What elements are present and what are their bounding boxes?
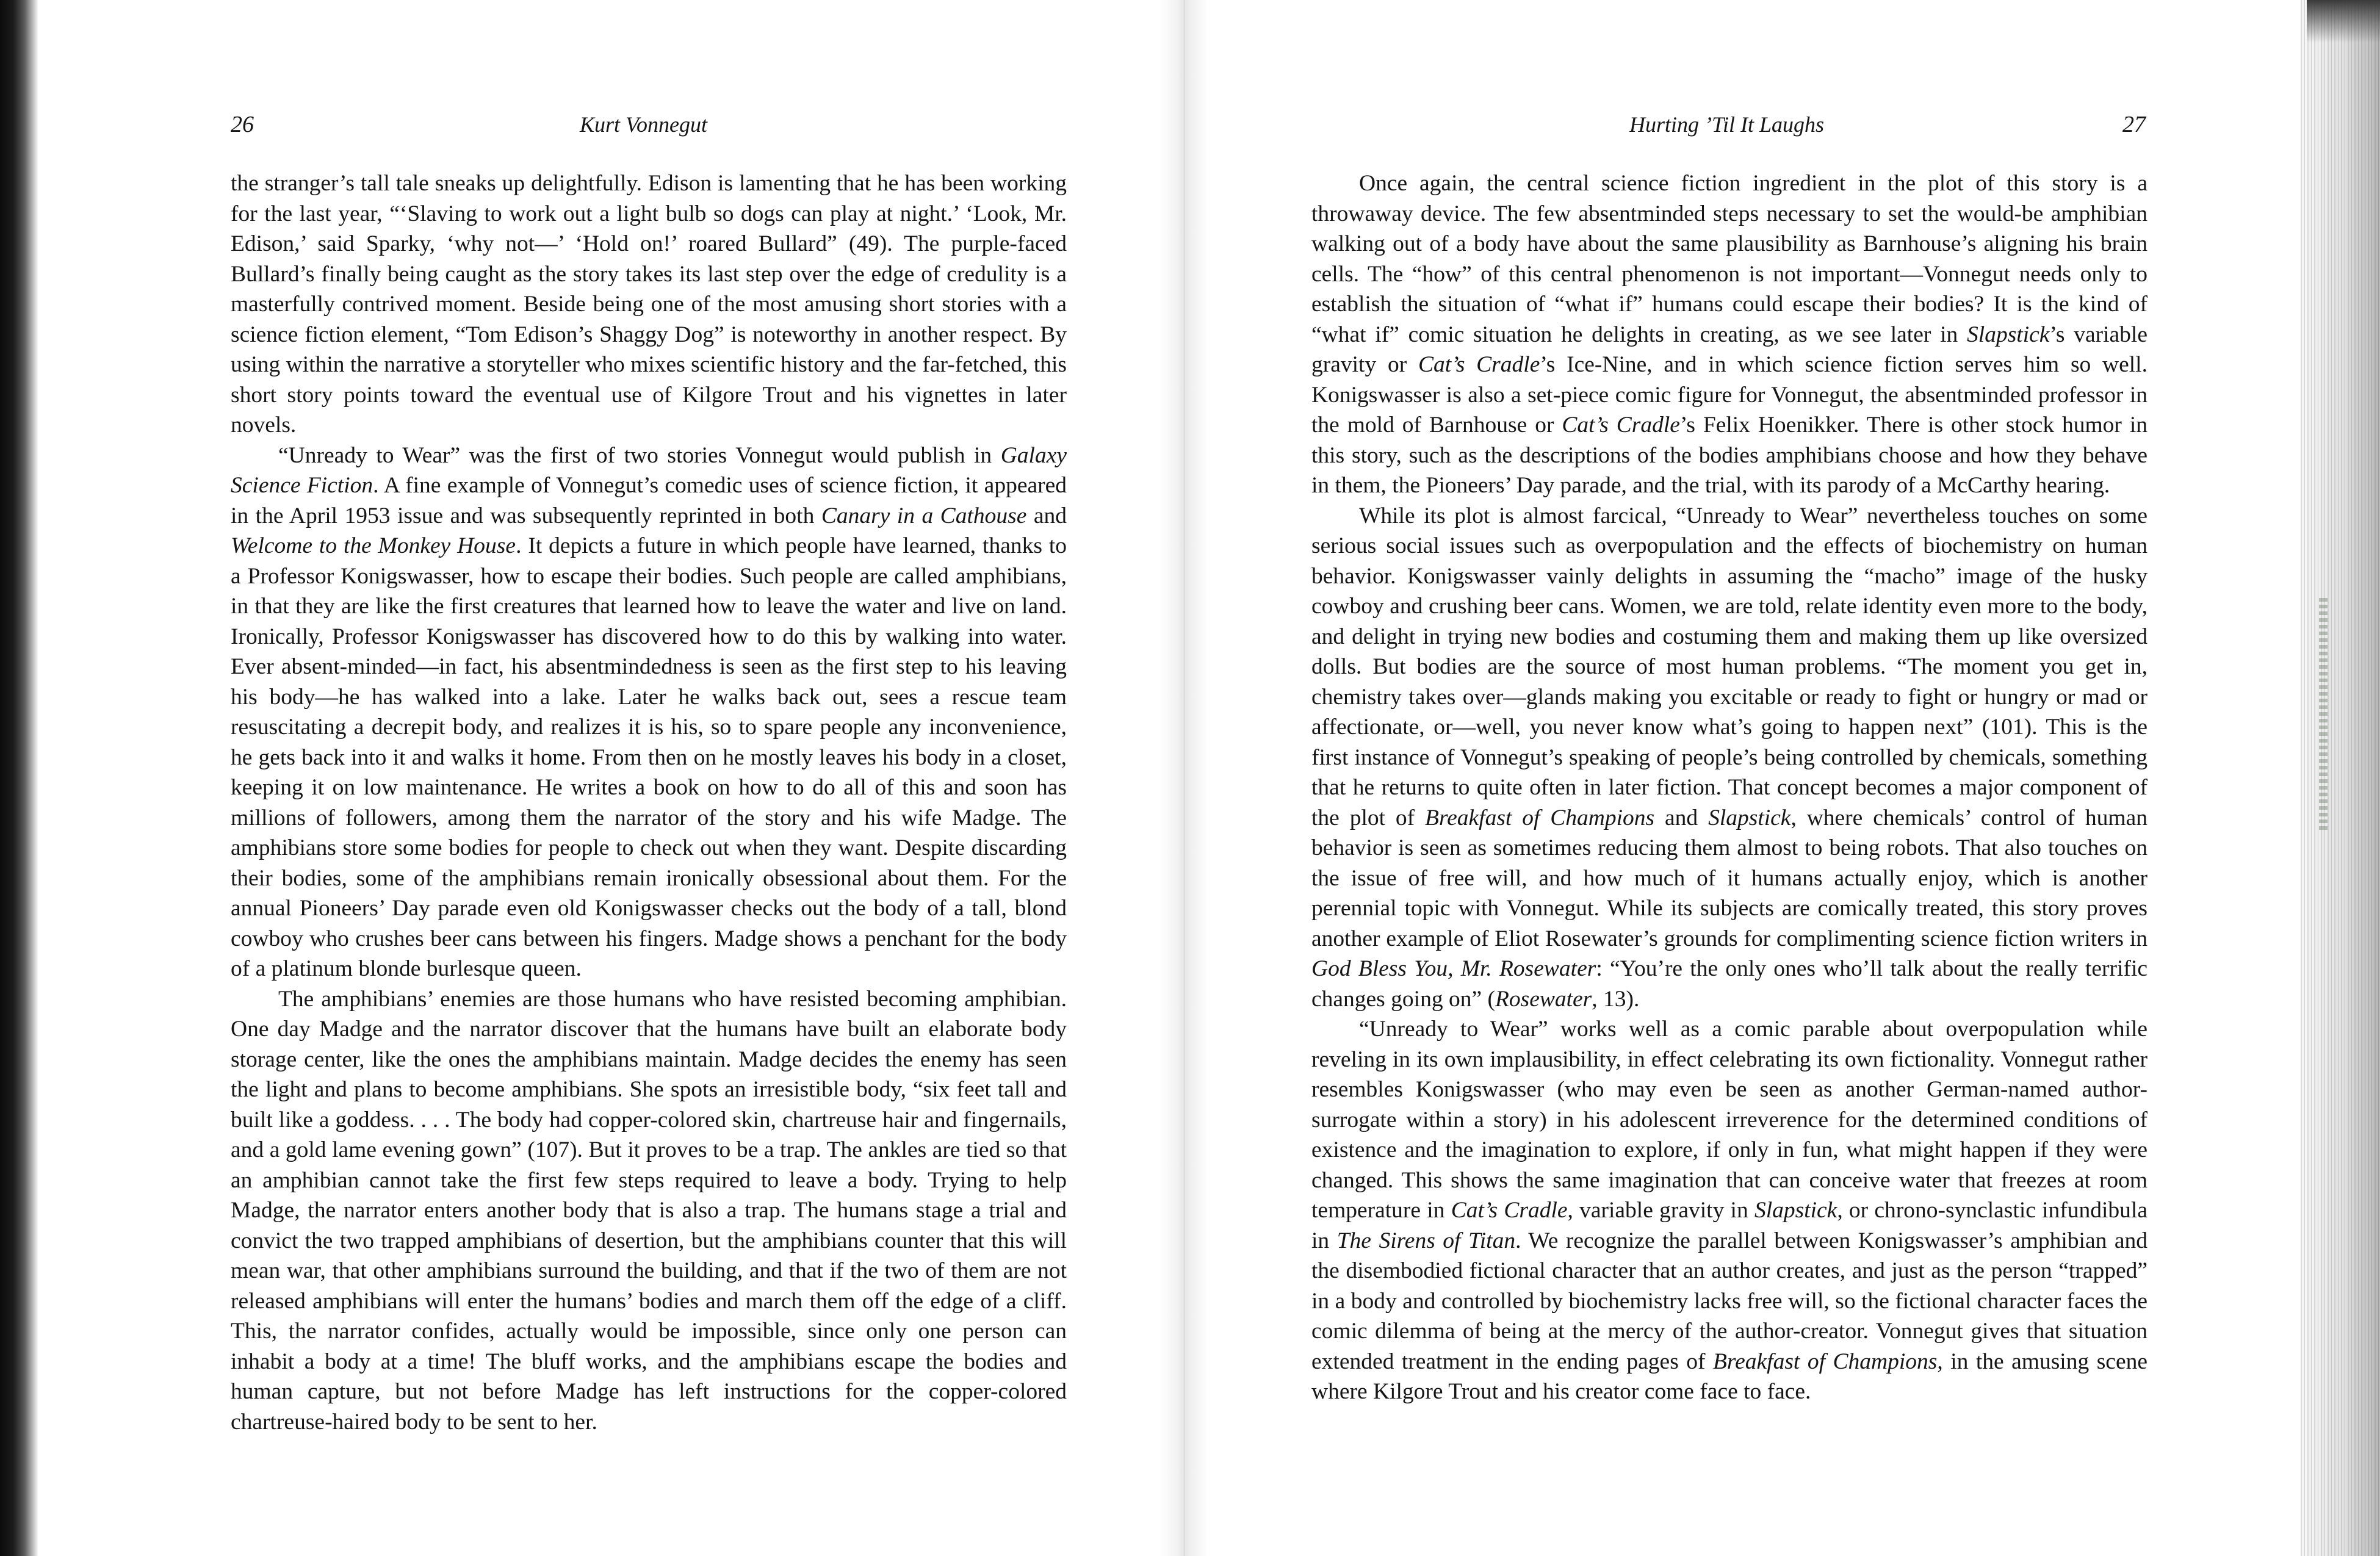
running-head-left: Kurt Vonnegut xyxy=(580,112,708,137)
paragraph: the stranger’s tall tale sneaks up delightfully. Edison is lamenting that he has been working for the last year, “‘Slaving to work out a light bulb so dogs can play at night.’ ‘Look, Mr. Edison,’ said Sparky, ‘why not—’ ‘Hold on!’ roared Bullard” (49). The purple-faced Bullard’s finally being caught as the story takes its last step over the edge of credulity is a masterfully contrived moment. Beside being one of the most amusing short stories with a science fiction element, “Tom Edison’s Shaggy Dog” is noteworthy in another respect. By using within the narrative a storyteller who mixes scientific history and the far-fetched, this short story points toward the eventual use of Kilgore Trout and his vignettes in later novels. xyxy=(231,171,1067,438)
paragraph: The amphibians’ enemies are those humans who have resisted becoming amphibian. One day Madge and the narrator discover that the humans have built an elaborate body storage center, like the ones the amphibians maintain. Madge decides the enemy has seen the light and plans to become amphibians. She spots an irresistible body, “six feet tall and built like a goddess. . . . The body had copper-colored skin, chartreuse hair and fingernails, and a gold lame evening gown” (107). But it proves to be a trap. The ankles are tied so that an amphibian cannot take the first few steps required to leave a body. Trying to help Madge, the narrator enters another body that is also a trap. The humans stage a trial and convict the two trapped amphibians of desertion, but the amphibians counter that this will mean war, that other amphibians surround the building, and that if the two of them are not released amphibians will enter the humans’ bodies and march them off the edge of a cliff. This, the narrator confides, actually would be impossible, since only one person can inhabit a body at a time! The bluff works, and the amphibians escape the bodies and human capture, but not before Madge has left instructions for the copper-colored chartreuse-haired body to be sent to her. xyxy=(231,986,1067,1435)
right-edge-shadow xyxy=(2301,0,2380,1556)
paragraph: While its plot is almost farcical, “Unready to Wear” nevertheless touches on some serious social issues such as overpopulation and the effects of biochemistry on human behavior. Konigswasser vainly delights in assuming the “macho” image of the husky cowboy and crushing beer cans. Women, we are told, relate identity even more to the body, and delight in trying new bodies and costuming them and making them up like oversized dolls. But bodies are the source of most human problems. “The moment you get in, chemistry takes over—glands making you excitable or ready to fight or hungry or mad or affectionate, or—well, you never know what’s going to happen next” (101). This is the first instance of Vonnegut’s speaking of people’s being controlled by chemicals, something that he returns to quite often in later fiction. That concept becomes a major component of the plot of Breakfast of Champions and Slapstick, where chemicals’ control of human behavior is seen as sometimes reducing them almost to being robots. That also touches on the issue of free will, and how much of it humans actually enjoy, which is another perennial topic with Vonnegut. While its subjects are comically treated, this story proves another example of Eliot Rosewater’s grounds for complimenting science fiction writers in God Bless You, Mr. Rosewater: “You’re the only ones who’ll talk about the really terrific changes going on” (Rosewater, 13). xyxy=(1311,503,2148,1012)
paragraph: “Unready to Wear” works well as a comic parable about overpopulation while reveling in its own implausibility, in effect celebrating its own fictionality. Vonnegut rather resembles Konigswasser (who may even be seen as another German-named author-surrogate within a story) in his adolescent irreverence for the determined conditions of existence and the imagination to explore, if only in fun, what might happen if they were changed. This shows the same imagination that can conceive water that freezes at room temperature in Cat’s Cradle, variable gravity in Slapstick, or chrono-synclastic infundibula in The Sirens of Titan. We recognize the parallel between Konigswasser’s amphibian and the disembodied fictional character that an author creates, and just as the person “trapped” in a body and controlled by biochemistry lacks free will, so the fictional character faces the comic dilemma of being at the mercy of the author-creator. Vonnegut gives that situation extended treatment in the ending pages of Breakfast of Champions, in the amusing scene where Kilgore Trout and his creator come face to face. xyxy=(1311,1017,2148,1404)
running-head-right: Hurting ’Til It Laughs xyxy=(1629,112,1825,137)
page-number-left: 26 xyxy=(231,112,254,137)
right-edge-top-shadow xyxy=(2307,0,2380,43)
paragraph: Once again, the central science fiction ingredient in the plot of this story is a throwaway device. The few absentminded steps necessary to set the would-be amphibian walking out of a body have about the same plausibility as Barnhouse’s aligning his brain cells. The “how” of this central phenomenon is not important—Vonnegut needs only to establish the situation of “what if” humans could escape their bodies? It is the kind of “what if” comic situation he delights in creating, as we see later in Slapstick’s variable gravity or Cat’s Cradle’s Ice-Nine, and in which science fiction serves him so well. Konigswasser is also a set-piece comic figure for Vonnegut, the absentminded professor in the mold of Barnhouse or Cat’s Cradle’s Felix Hoenikker. There is other stock humor in this story, such as the descriptions of the bodies amphibians choose and how they behave in them, the Pioneers’ Day parade, and the trial, with its parody of a McCarthy hearing. xyxy=(1311,171,2148,498)
page-number-right: 27 xyxy=(2122,112,2146,137)
right-page-body xyxy=(1311,168,2147,1407)
library-stamp-mark xyxy=(2319,598,2328,830)
left-page xyxy=(0,0,1159,1556)
paragraph: “Unready to Wear” was the first of two stories Vonnegut would publish in Galaxy Science Fiction. A fine example of Vonnegut’s comedic uses of science fiction, it appeared in the April 1953 issue and was subsequently reprinted in both Canary in a Cathouse and Welcome to the Monkey House. It depicts a future in which people have learned, thanks to a Professor Konigswasser, how to escape their bodies. Such people are called amphibians, in that they are like the first creatures that learned how to leave the water and live on land. Ironically, Professor Konigswasser has discovered how to do this by walking into water. Ever absent-minded—in fact, his absentmindedness is seen as the first step to his leaving his body—he has walked into a lake. Later he walks back out, sees a rescue team resuscitating a decrepit body, and realizes it is his, so to spare people any inconvenience, he gets back into it and walks it home. From then on he mostly leaves his body in a closet, keeping it on low maintenance. He writes a book on how to do all of this and soon has millions of followers, among them the narrator of the story and his wife Madge. The amphibians store some bodies for people to check out when they want. Despite discarding their bodies, some of the amphibians remain ironically obsessional about them. For the annual Pioneers’ Day parade even old Konigswasser checks out the body of a tall, blond cowboy who crushes beer cans between his fingers. Madge shows a penchant for the body of a platinum blonde burlesque queen. xyxy=(231,442,1067,981)
gutter-fold-line xyxy=(1184,0,1185,1556)
left-page-body xyxy=(231,168,1067,1437)
